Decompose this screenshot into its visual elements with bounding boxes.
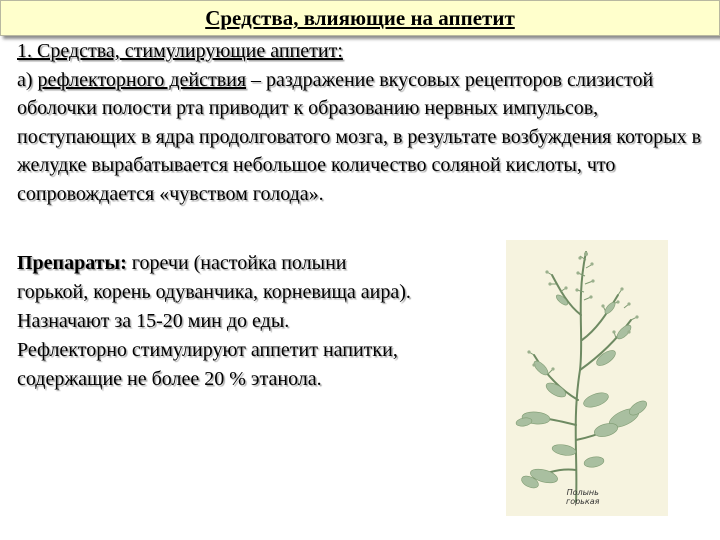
item-prefix: а) xyxy=(17,68,38,91)
reflex-action-description: – раздражение вкусовых рецепторов слизистой оболочки полости рта приводит к образованию нервных импульсов, поступающих в ядра продолговатого мозга, в результате возбуждения которых в желудке вырабатывается небольшое количество соляной кислоты, что сопровождается «чувством голода». xyxy=(17,68,702,205)
section-heading xyxy=(17,37,712,66)
preparations-section xyxy=(17,249,512,394)
caption-line-1: Полынь xyxy=(566,488,599,497)
ethanol-line: содержащие не более 20 % этанола. xyxy=(17,368,322,390)
section-heading-text: 1. Средства, стимулирующие аппетит: xyxy=(17,40,343,62)
title-bar xyxy=(0,0,720,36)
preparations-line-2: горькой, корень одуванчика, корневища аира). xyxy=(17,281,411,303)
wormwood-plant-icon xyxy=(506,240,668,516)
reflex-action-term: рефлекторного действия xyxy=(37,68,247,91)
preparations-line-1 xyxy=(17,249,512,278)
dosage-line: Назначают за 15-20 мин до еды. xyxy=(17,310,290,332)
preparations-label: Препараты: xyxy=(17,252,127,274)
slide-title: Средства, влияющие на аппетит xyxy=(205,6,515,30)
figure-caption xyxy=(566,488,599,506)
caption-line-2: горькая xyxy=(566,497,600,506)
preparations-text-1: горечи (настойка полыни xyxy=(126,252,347,274)
drinks-line: Рефлекторно стимулируют аппетит напитки, xyxy=(17,339,398,361)
wormwood-illustration xyxy=(506,240,668,516)
stimulants-section xyxy=(17,37,712,208)
reflex-action-paragraph xyxy=(17,66,712,209)
